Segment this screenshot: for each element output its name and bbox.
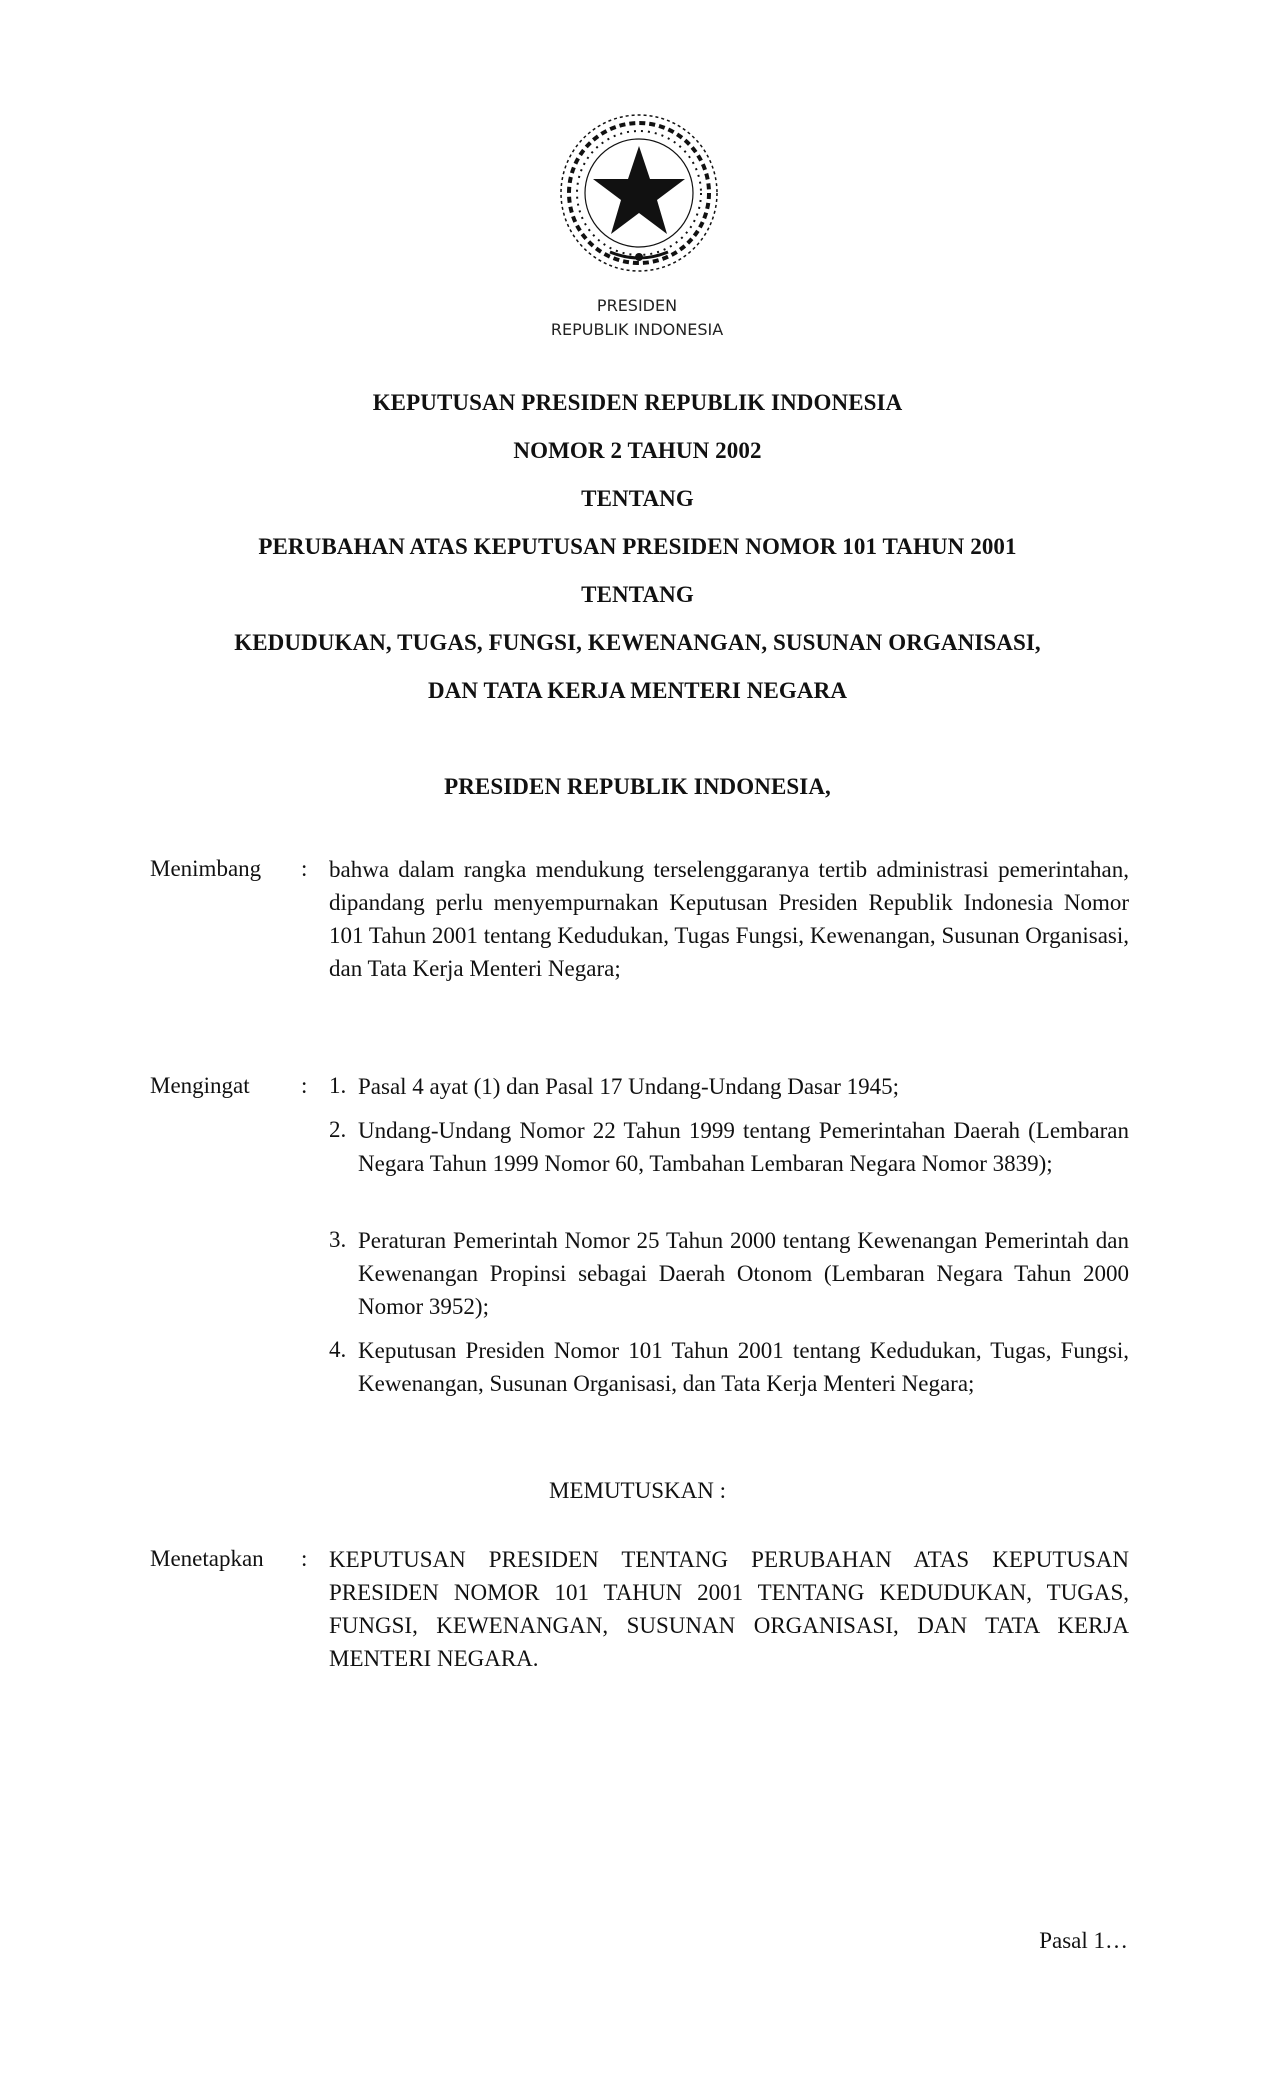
tentang-heading-2: TENTANG bbox=[581, 582, 694, 607]
mengingat-item-text: Keputusan Presiden Nomor 101 Tahun 2001 tentang Kedudukan, Tugas, Fungsi, Kewenangan, Susunan Organisasi, dan Tata Kerja Menteri Negara; bbox=[358, 1338, 1129, 1396]
decree-title: KEPUTUSAN PRESIDEN REPUBLIK INDONESIA bbox=[372, 390, 903, 415]
menetapkan-colon: : bbox=[301, 1546, 308, 1571]
memutuskan-heading: MEMUTUSKAN : bbox=[549, 1478, 726, 1503]
mengingat-label: Mengingat bbox=[150, 1073, 250, 1098]
mengingat-item-text: Undang-Undang Nomor 22 Tahun 1999 tentang Pemerintahan Daerah (Lembaran Negara Tahun 1999 Nomor 60, Tambahan Lembaran Negara Nomor 3839); bbox=[358, 1118, 1129, 1176]
mengingat-item-number: 4. bbox=[329, 1337, 347, 1362]
president-heading: PRESIDEN REPUBLIK INDONESIA, bbox=[444, 774, 831, 799]
mengingat-item-number: 1. bbox=[329, 1073, 347, 1098]
subject-line-2: DAN TATA KERJA MENTERI NEGARA bbox=[427, 678, 848, 703]
menimbang-label: Menimbang bbox=[150, 856, 262, 881]
mengingat-colon: : bbox=[301, 1073, 308, 1098]
menetapkan-text: KEPUTUSAN PRESIDEN TENTANG PERUBAHAN ATAS KEPUTUSAN PRESIDEN NOMOR 101 TAHUN 2001 TENTANG KEDUDUKAN, TUGAS, FUNGSI, KEWENANGAN, SUSUNAN ORGANISASI, DAN TATA KERJA MENTERI NEGARA. bbox=[329, 1547, 1129, 1671]
presidential-emblem-icon bbox=[558, 112, 720, 274]
menimbang-colon: : bbox=[301, 856, 308, 881]
menimbang-text: bahwa dalam rangka mendukung terselenggaranya tertib administrasi pemerintahan, dipandang perlu menyempurnakan Keputusan Presiden Republik Indonesia Nomor 101 Tahun 2001 tentang Kedudukan, Tugas Fungsi, Kewenangan, Susunan Organisasi, dan Tata Kerja Menteri Negara; bbox=[329, 857, 1129, 981]
decree-number: NOMOR 2 TAHUN 2002 bbox=[513, 438, 762, 463]
page-continuation: Pasal 1… bbox=[1039, 1928, 1128, 1953]
mengingat-item-text: Pasal 4 ayat (1) dan Pasal 17 Undang-Undang Dasar 1945; bbox=[358, 1074, 900, 1099]
emblem-caption-line2: REPUBLIK INDONESIA bbox=[550, 320, 724, 339]
mengingat-item-text: Peraturan Pemerintah Nomor 25 Tahun 2000 tentang Kewenangan Pemerintah dan Kewenangan Propinsi sebagai Daerah Otonom (Lembaran Negara Tahun 2000 Nomor 3952); bbox=[358, 1228, 1129, 1319]
amendment-title: PERUBAHAN ATAS KEPUTUSAN PRESIDEN NOMOR 101 TAHUN 2001 bbox=[258, 534, 1017, 559]
menetapkan-label: Menetapkan bbox=[150, 1546, 264, 1571]
mengingat-item-number: 2. bbox=[329, 1117, 347, 1142]
tentang-heading: TENTANG bbox=[581, 486, 694, 511]
emblem-caption-line1: PRESIDEN bbox=[596, 296, 678, 315]
mengingat-item-number: 3. bbox=[329, 1227, 347, 1252]
subject-line-1: KEDUDUKAN, TUGAS, FUNGSI, KEWENANGAN, SUSUNAN ORGANISASI, bbox=[234, 630, 1041, 655]
